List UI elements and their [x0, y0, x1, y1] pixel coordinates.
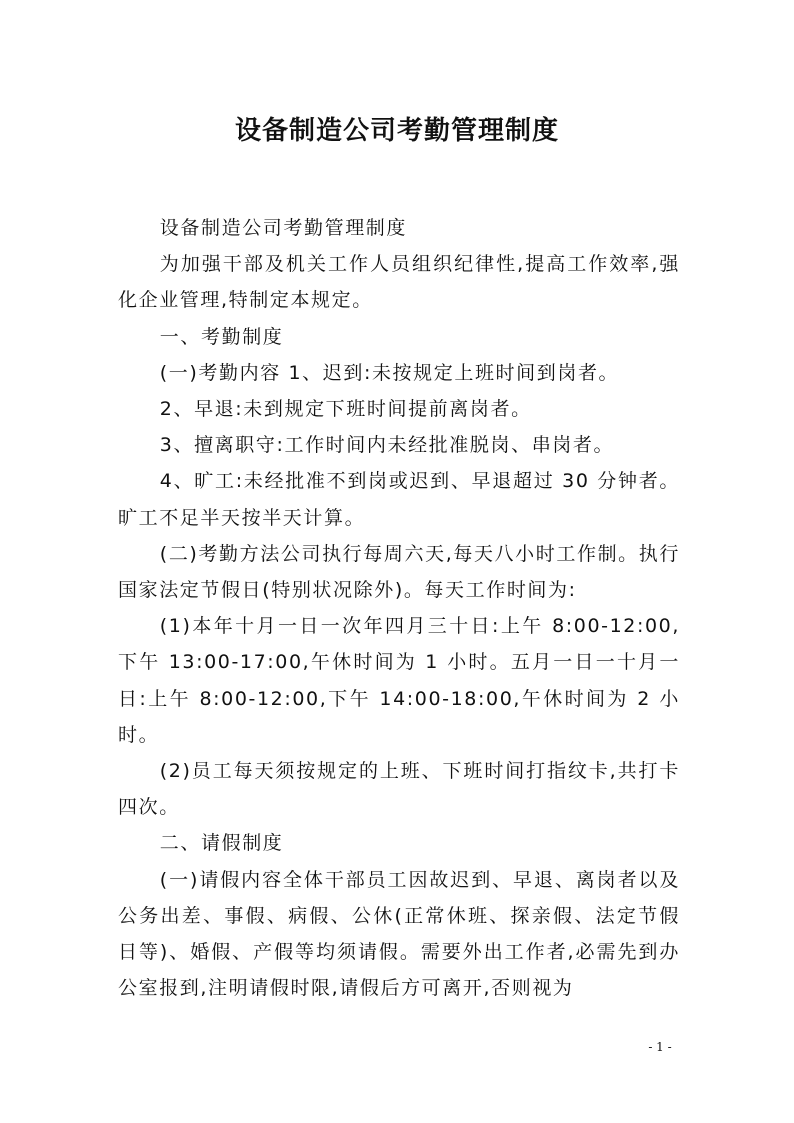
document-title: 设备制造公司考勤管理制度 [234, 116, 559, 146]
body-paragraph: (1)本年十月一日一次年四月三十日:上午 8:00-12:00,下午 13:00-17:00,午休时间为 1 小时。五月一日一十月一日:上午 8:00-12:00,下午 14:00-18:00,午休时间为 2 小时。 [118, 615, 680, 746]
page-number: - 1 - [648, 1040, 672, 1054]
section-heading: 二、请假制度 [159, 832, 284, 855]
body-paragraph: 4、旷工:未经批准不到岗或迟到、早退超过 30 分钟者。旷工不足半天按半天计算。 [118, 470, 680, 529]
document-body [118, 210, 680, 1006]
body-paragraph: 2、早退:未到规定下班时间提前离岗者。 [159, 398, 532, 421]
section-heading: 一、考勤制度 [159, 325, 284, 348]
body-paragraph: 3、擅离职守:工作时间内未经批准脱岗、串岗者。 [159, 434, 615, 457]
body-paragraph: (二)考勤方法公司执行每周六天,每天八小时工作制。执行国家法定节假日(特别状况除外)。每天工作时间为: [118, 542, 680, 602]
body-paragraph: 为加强干部及机关工作人员组织纪律性,提高工作效率,强化企业管理,特制定本规定。 [118, 253, 680, 312]
body-paragraph: (一)考勤内容 1、迟到:未按规定上班时间到岗者。 [159, 361, 620, 384]
body-paragraph: (一)请假内容全体干部员工因故迟到、早退、离岗者以及公务出差、事假、病假、公休(正常休班、探亲假、法定节假日等)、婚假、产假等均须请假。需要外出工作者,必需先到办公室报到,注明请假时限,请假后方可离开,否则视为 [118, 868, 680, 1000]
body-paragraph: (2)员工每天须按规定的上班、下班时间打指纹卡,共打卡四次。 [118, 760, 680, 819]
body-paragraph: 设备制造公司考勤管理制度 [159, 217, 407, 239]
